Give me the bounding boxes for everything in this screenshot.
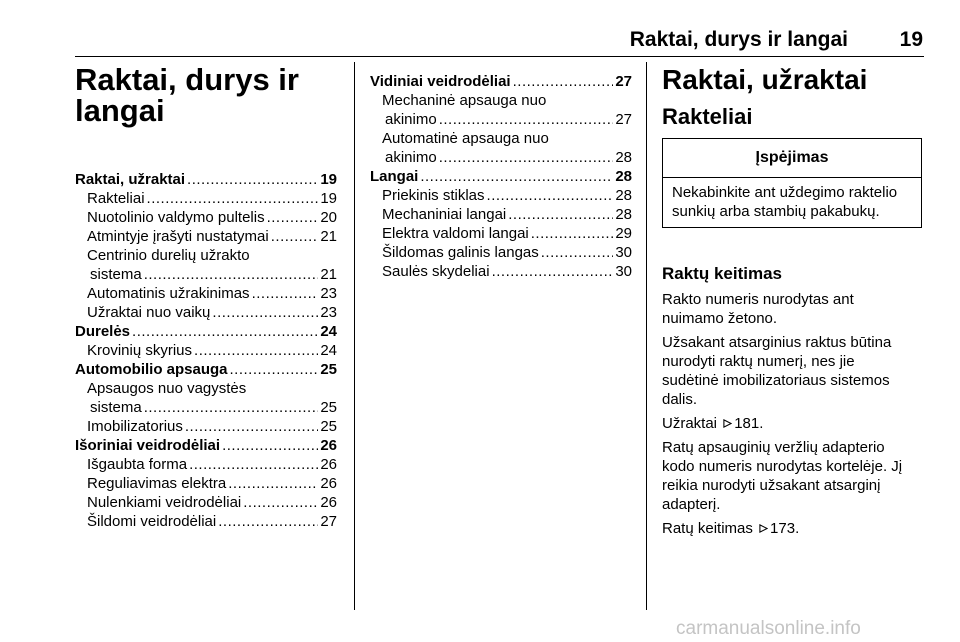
watermark: carmanualsonline.info	[676, 618, 861, 639]
toc-item[interactable]: Išgaubta forma ..... 26	[75, 455, 337, 474]
toc-item[interactable]: Elektra valdomi langai ..... 29	[370, 224, 632, 243]
toc-item-continued[interactable]: sistema ..... 25	[75, 398, 337, 417]
toc-item[interactable]: Apsaugos nuo vagystės	[87, 380, 247, 397]
toc-item[interactable]: Atmintyje įrašyti nustatymai ..... 21	[75, 227, 337, 246]
toc-item[interactable]: Rakteliai ..... 19	[75, 189, 337, 208]
toc-item[interactable]: Reguliavimas elektra ..... 26	[75, 474, 337, 493]
toc-heading[interactable]: Durelės ..... 24	[75, 322, 337, 341]
toc-item[interactable]: Šildomi veidrodėliai ..... 27	[75, 512, 337, 531]
toc-item[interactable]: Imobilizatorius ..... 25	[75, 417, 337, 436]
toc-item[interactable]: Nuotolinio valdymo pultelis ..... 20	[75, 208, 337, 227]
toc-item[interactable]: Automatinis užrakinimas ..... 23	[75, 284, 337, 303]
section-title: Raktai, užraktai	[662, 64, 868, 95]
header-rule	[75, 56, 924, 57]
page-number: 19	[899, 28, 923, 51]
toc-item-continued[interactable]: akinimo ..... 27	[370, 110, 632, 129]
column-divider-2	[646, 62, 647, 610]
toc-item[interactable]: Saulės skydeliai ..... 30	[370, 262, 632, 281]
toc-item[interactable]: Mechaninė apsauga nuo	[382, 92, 547, 109]
cross-reference[interactable]: Užraktai 181.	[662, 415, 764, 432]
paragraph: Rakto numeris nurodytas ant nuimamo žetono.	[662, 291, 854, 327]
toc-heading[interactable]: Langai ..... 28	[370, 167, 632, 186]
toc-item-continued[interactable]: akinimo ..... 28	[370, 148, 632, 167]
toc-item[interactable]: Priekinis stiklas ..... 28	[370, 186, 632, 205]
column-divider-1	[354, 62, 355, 610]
warning-heading: Įspėjimas	[663, 139, 921, 178]
cross-reference[interactable]: Ratų keitimas 173.	[662, 520, 800, 537]
toc-item[interactable]: Mechaniniai langai ..... 28	[370, 205, 632, 224]
toc-heading[interactable]: Išoriniai veidrodėliai ..... 26	[75, 436, 337, 455]
toc-item[interactable]: Automatinė apsauga nuo	[382, 130, 549, 147]
toc-item-continued[interactable]: sistema ..... 21	[75, 265, 337, 284]
toc-item[interactable]: Centrinio durelių užrakto	[87, 247, 250, 264]
toc-item[interactable]: Nulenkiami veidrodėliai ..... 26	[75, 493, 337, 512]
paragraph: Užsakant atsarginius raktus būtina nurodyti raktų numerį, nes jie sudėtinė imobilizatoriaus sistemos dalis.	[662, 334, 892, 408]
subsection-title: Rakteliai	[662, 104, 753, 129]
chapter-title: Raktai, durys ir langai	[75, 62, 299, 128]
toc-column-2	[370, 72, 632, 281]
key-replacement-heading: Raktų keitimas	[662, 264, 782, 283]
running-title: Raktai, durys ir langai	[629, 28, 848, 51]
toc-column-1	[75, 170, 337, 531]
page-reference-arrow-icon	[759, 524, 768, 533]
section-body	[662, 264, 924, 543]
toc-heading[interactable]: Vidiniai veidrodėliai ..... 27	[370, 72, 632, 91]
page-reference-arrow-icon	[723, 419, 732, 428]
toc-item[interactable]: Krovinių skyrius ..... 24	[75, 341, 337, 360]
toc-heading[interactable]: Raktai, užraktai ..... 19	[75, 170, 337, 189]
toc-item[interactable]: Užraktai nuo vaikų ..... 23	[75, 303, 337, 322]
toc-item[interactable]: Šildomas galinis langas ..... 30	[370, 243, 632, 262]
warning-text: Nekabinkite ant uždegimo raktelio sunkių arba stambių pakabukų.	[672, 184, 898, 220]
toc-heading[interactable]: Automobilio apsauga ..... 25	[75, 360, 337, 379]
paragraph: Ratų apsauginių veržlių adapterio kodo numeris nurodytas kortelėje. Jį reikia nurodyti užsakant atsarginį adapterį.	[662, 439, 903, 513]
page-header	[0, 28, 960, 58]
warning-box	[662, 138, 922, 228]
